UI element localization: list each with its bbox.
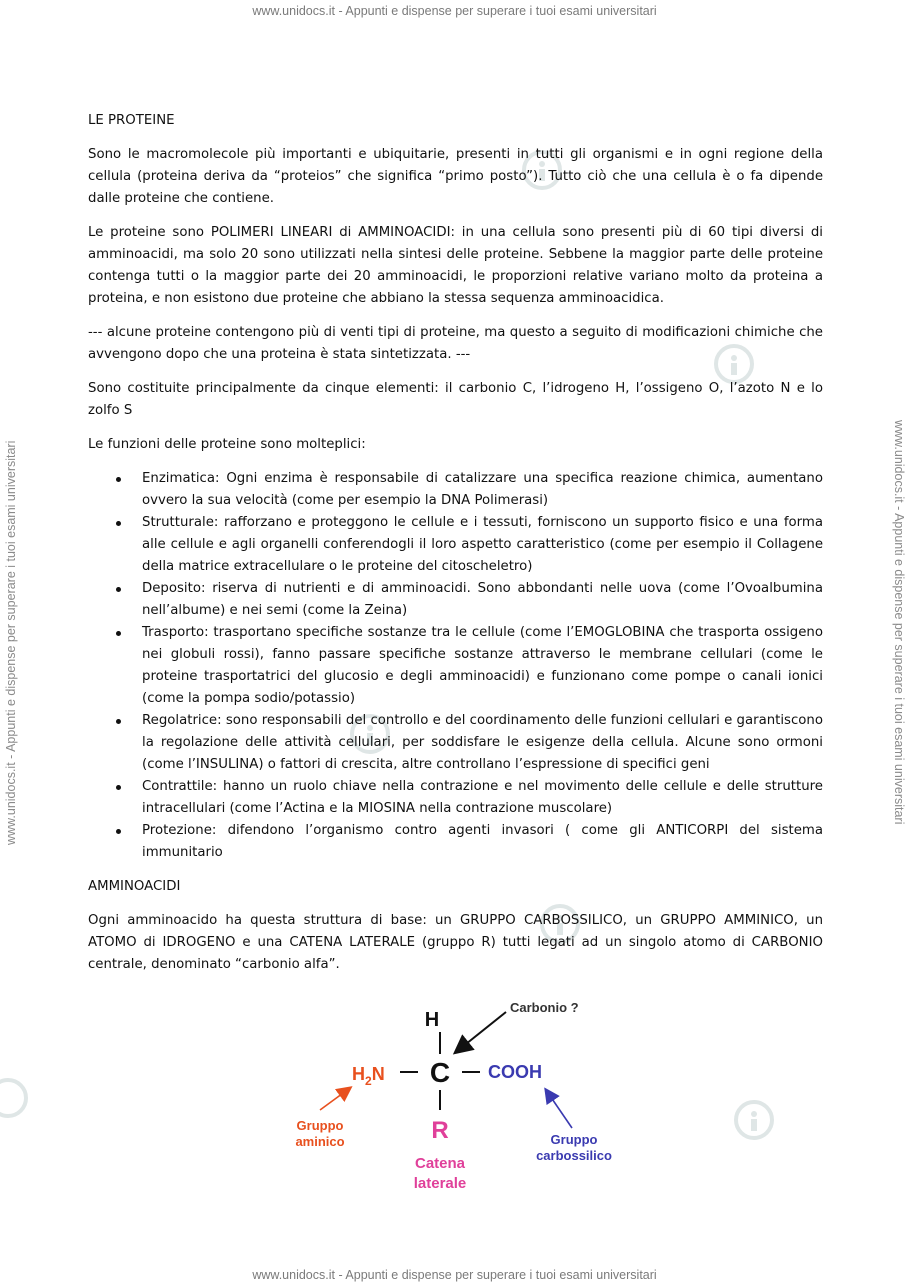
section-title-proteine: LE PROTEINE [88, 113, 175, 128]
carbonio-label: Carbonio ? [510, 1000, 579, 1015]
alpha-carbon-label: C [429, 1057, 451, 1088]
functions-list [88, 468, 823, 864]
amino-arrow [320, 1088, 350, 1110]
gruppo-carbossilico-label-1: Gruppo [550, 1132, 598, 1147]
amino-acid-structure-diagram [280, 992, 660, 1202]
list-item: Trasporto: trasportano specifiche sostanze tra le cellule (come l’EMOGLOBINA che trasporta ossigeno nei globuli rossi), fanno passare specifiche sostanze attraverso le membrane cellulari (come le proteine trasportatrici del glucosio e degli amminoacidi) e funzionano come pompe o canali ionici (come la pompa sodio/potassio) [142, 622, 823, 710]
gruppo-carbossilico-label-2: carbossilico [536, 1148, 612, 1163]
gruppo-aminico-label-2: aminico [295, 1134, 345, 1149]
paragraph-intro: Sono le macromolecole più importanti e ubiquitarie, presenti in tutti gli organismi e in ogni regione della cellula (proteina deriva da “proteios” che significa “primo posto”). Tutto ciò che una cellula è o fa dipende dalle proteine che contiene. [88, 147, 823, 206]
paragraph-elementi: Sono costituite principalmente da cinque elementi: il carbonio C, l’idrogeno H, l’ossigeno O, l’azoto N e lo zolfo S [88, 381, 823, 418]
document-body [88, 110, 823, 988]
watermark-logo-icon [0, 1076, 30, 1120]
carboxyl-group-label: COOH [488, 1062, 542, 1082]
catena-label-1: Catena [414, 1155, 466, 1172]
list-item: Enzimatica: Ogni enzima è responsabile di catalizzare una specifica reazione chimica, aumentano ovvero la sua velocità (come per esempio la DNA Polimerasi) [142, 468, 823, 512]
paragraph-funzioni-intro: Le funzioni delle proteine sono molteplici: [88, 437, 366, 452]
right-side-watermark: www.unidocs.it - Appunti e dispense per superare i tuoi esami universitari [892, 420, 906, 825]
carboxyl-arrow [546, 1090, 572, 1128]
list-item: Protezione: difendono l’organismo contro agenti invasori ( come gli ANTICORPI del sistema immunitario [142, 820, 823, 864]
list-item: Regolatrice: sono responsabili del controllo e del coordinamento delle funzioni cellulari e garantiscono la regolazione delle attività cellulari, per soddisfare le esigenze della cellula. Alcune sono ormoni (come l’INSULINA) o fattori di crescita, altre controllano l’espressione di specifici geni [142, 710, 823, 776]
carbonio-arrow [456, 1012, 506, 1052]
paragraph-polimeri: Le proteine sono POLIMERI LINEARI di AMMINOACIDI: in una cellula sono presenti più di 60 tipi diversi di amminoacidi, ma solo 20 sono utilizzati nella sintesi delle proteine. Sebbene la maggior parte delle proteine contenga tutti o la maggior parte dei 20 amminoacidi, le proporzioni relative variano molto da proteina a proteina, e non esistono due proteine che abbiano la stessa sequenza amminoacidica. [88, 225, 823, 306]
list-item: Deposito: riserva di nutrienti e di amminoacidi. Sono abbondanti nelle uova (come l’Ovoalbumina nell’albume) e nei semi (come la Zeina) [142, 578, 823, 622]
list-item: Strutturale: rafforzano e proteggono le cellule e i tessuti, forniscono un supporto fisico e una forma alle cellule e agli organelli conferendogli il loro aspetto caratteristico (come per esempio il Collagene della matrice extracellulare o le proteine del citoscheletro) [142, 512, 823, 578]
page-header-watermark: www.unidocs.it - Appunti e dispense per superare i tuoi esami universitari [252, 4, 657, 18]
page-footer-watermark: www.unidocs.it - Appunti e dispense per superare i tuoi esami universitari [252, 1268, 657, 1282]
catena-label-2: laterale [413, 1175, 467, 1192]
paragraph-note: --- alcune proteine contengono più di venti tipi di proteine, ma questo a seguito di modificazioni chimiche che avvengono dopo che una proteina è stata sintetizzata. --- [88, 325, 823, 362]
gruppo-aminico-label-1: Gruppo [296, 1118, 344, 1133]
side-chain-r-label: R [431, 1117, 449, 1144]
list-item: Contrattile: hanno un ruolo chiave nella contrazione e nel movimento delle cellule e delle strutture intracellulari (come l’Actina e la MIOSINA nella contrazione muscolare) [142, 776, 823, 820]
watermark-logo-icon [732, 1098, 776, 1142]
section-title-amminoacidi: AMMINOACIDI [88, 879, 181, 894]
paragraph-struttura: Ogni amminoacido ha questa struttura di base: un GRUPPO CARBOSSILICO, un GRUPPO AMMINICO, un ATOMO di IDROGENO e una CATENA LATERALE (gruppo R) tutti legati ad un singolo atomo di CARBONIO centrale, denominato “carbonio alfa”. [88, 913, 823, 972]
hydrogen-atom-label: H [424, 1009, 440, 1031]
left-side-watermark: www.unidocs.it - Appunti e dispense per superare i tuoi esami universitari [4, 440, 18, 845]
amino-group-label: $H_2N$ [352, 1064, 385, 1088]
